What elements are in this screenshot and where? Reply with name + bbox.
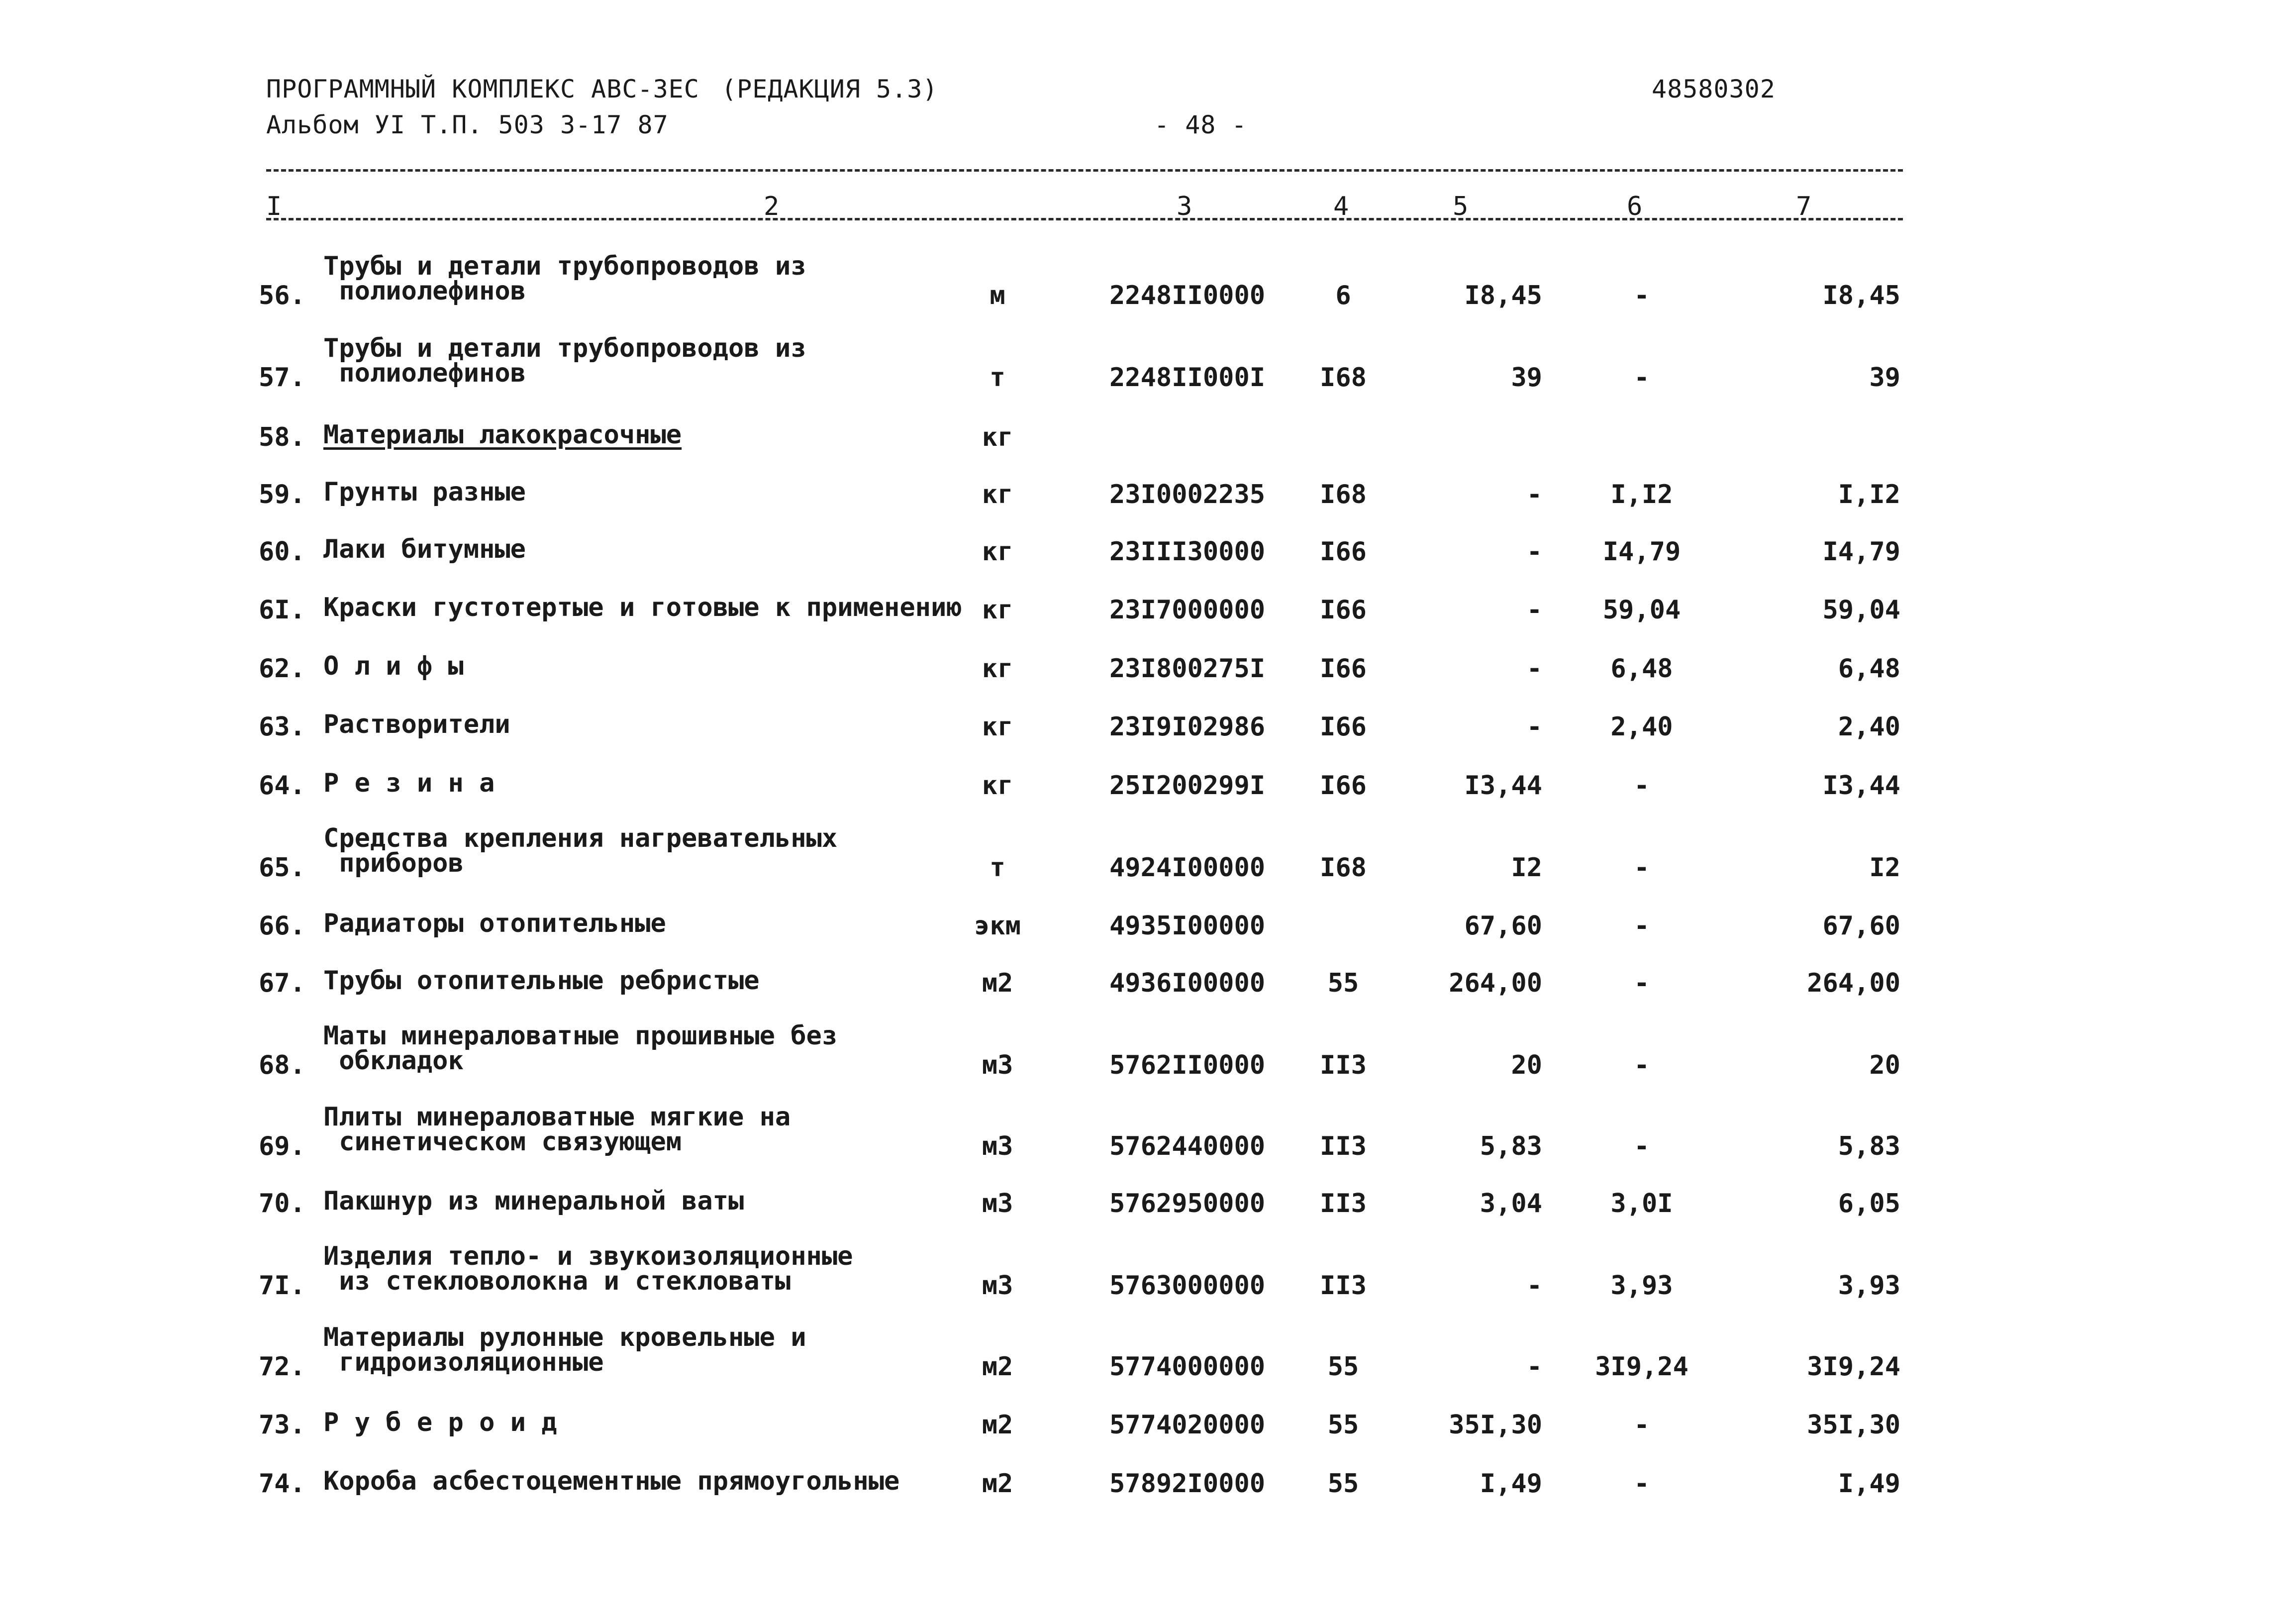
- cell-code: 23I7000000: [1109, 595, 1266, 625]
- cell-c4: I68: [1320, 480, 1367, 509]
- cell-name: Маты минераловатные прошивные без обкладок: [323, 1021, 838, 1076]
- cell-c7: 39: [1869, 363, 1900, 393]
- cell-c7: 264,00: [1807, 968, 1900, 998]
- cell-num: 62.: [259, 654, 305, 684]
- cell-code: 2248II000I: [1109, 363, 1266, 393]
- cell-unit: кг: [982, 422, 1013, 452]
- cell-c5: 67,60: [1464, 911, 1542, 941]
- cell-c4: II3: [1320, 1050, 1367, 1080]
- column-number-5: 5: [1453, 192, 1469, 221]
- cell-c6: 6,48: [1610, 654, 1673, 684]
- cell-num: 72.: [259, 1352, 305, 1382]
- cell-c5: I2: [1511, 853, 1542, 883]
- cell-num: 74.: [259, 1469, 305, 1499]
- cell-c7: 35I,30: [1807, 1410, 1900, 1440]
- table-row: [0, 651, 2284, 718]
- cell-c5: -: [1526, 537, 1542, 567]
- cell-c6: 3,0I: [1610, 1189, 1673, 1218]
- cell-c5: 3,04: [1480, 1189, 1542, 1218]
- cell-unit: экм: [974, 911, 1021, 941]
- header-divider: [266, 218, 1903, 220]
- cell-code: 23I800275I: [1109, 654, 1266, 684]
- cell-c7: I2: [1869, 853, 1900, 883]
- cell-num: 58.: [259, 422, 305, 452]
- cell-c6: 3,93: [1610, 1271, 1673, 1301]
- cell-c7: I,49: [1838, 1469, 1900, 1499]
- cell-code: 4924I00000: [1109, 853, 1266, 883]
- table-row: [0, 595, 2284, 660]
- cell-c7: I8,45: [1822, 281, 1900, 310]
- cell-c7: I,I2: [1838, 480, 1900, 509]
- cell-c6: 3I9,24: [1595, 1352, 1688, 1382]
- cell-name: Плиты минераловатные мягкие на синетическом связующем: [323, 1102, 791, 1157]
- cell-c7: 20: [1869, 1050, 1900, 1080]
- cell-num: 6I.: [259, 595, 305, 625]
- cell-num: 56.: [259, 281, 305, 310]
- cell-name: Краски густотертые и готовые к применению: [323, 593, 962, 622]
- table-row: [0, 534, 2284, 602]
- cell-c7: I3,44: [1822, 771, 1900, 801]
- cell-unit: м3: [982, 1189, 1013, 1218]
- cell-unit: т: [990, 853, 1005, 883]
- cell-c6: 2,40: [1610, 712, 1673, 742]
- column-number-1: I: [266, 192, 282, 221]
- table-row: [0, 1410, 2284, 1475]
- cell-c4: II3: [1320, 1189, 1367, 1218]
- cell-code: 4936I00000: [1109, 968, 1266, 998]
- cell-name: Материалы рулонные кровельные и гидроизоляционные: [323, 1322, 806, 1377]
- cell-c7: 6,05: [1838, 1189, 1900, 1218]
- cell-c4: I66: [1320, 654, 1367, 684]
- cell-c5: I,49: [1480, 1469, 1542, 1499]
- cell-num: 73.: [259, 1410, 305, 1440]
- cell-name: Трубы и детали трубопроводов из полиолефинов: [323, 251, 806, 306]
- cell-c6: -: [1634, 968, 1650, 998]
- cell-c5: -: [1526, 1271, 1542, 1301]
- cell-name: Р е з и н а: [323, 768, 495, 798]
- cell-c4: I66: [1320, 771, 1367, 801]
- cell-unit: кг: [982, 537, 1013, 567]
- cell-name: Пакшнур из минеральной ваты: [323, 1186, 744, 1216]
- cell-unit: кг: [982, 480, 1013, 509]
- cell-c5: I3,44: [1464, 771, 1542, 801]
- cell-code: 5762950000: [1109, 1189, 1266, 1218]
- cell-c4: 55: [1327, 1410, 1359, 1440]
- cell-c4: 55: [1327, 1469, 1359, 1499]
- cell-code: 2248II0000: [1109, 281, 1266, 310]
- cell-name: Средства крепления нагревательных приборов: [323, 823, 838, 878]
- cell-num: 69.: [259, 1131, 305, 1161]
- cell-name: Растворители: [323, 710, 510, 739]
- cell-num: 63.: [259, 712, 305, 742]
- cell-c7: 3I9,24: [1807, 1352, 1900, 1382]
- cell-c6: -: [1634, 771, 1650, 801]
- cell-num: 66.: [259, 911, 305, 941]
- cell-c5: -: [1526, 1352, 1542, 1382]
- cell-c6: I4,79: [1602, 537, 1681, 567]
- cell-unit: м2: [982, 1410, 1013, 1440]
- cell-code: 5774020000: [1109, 1410, 1266, 1440]
- cell-c4: 55: [1327, 968, 1359, 998]
- cell-unit: м3: [982, 1271, 1013, 1301]
- cell-c5: 20: [1511, 1050, 1542, 1080]
- cell-code: 23III30000: [1109, 537, 1266, 567]
- cell-name: Грунты разные: [323, 477, 526, 507]
- cell-c5: -: [1526, 480, 1542, 509]
- cell-name: О л и ф ы: [323, 651, 464, 681]
- cell-c7: 6,48: [1838, 654, 1900, 684]
- cell-c6: I,I2: [1610, 480, 1673, 509]
- cell-c5: I8,45: [1464, 281, 1542, 310]
- program-title: ПРОГРАММНЫЙ КОМПЛЕКС АВС-3ЕС: [266, 75, 699, 103]
- cell-unit: м2: [982, 1469, 1013, 1499]
- cell-num: 7I.: [259, 1271, 305, 1301]
- cell-c6: -: [1634, 1469, 1650, 1499]
- cell-unit: м3: [982, 1131, 1013, 1161]
- cell-c4: I66: [1320, 537, 1367, 567]
- cell-unit: кг: [982, 595, 1013, 625]
- cell-unit: т: [990, 363, 1005, 393]
- table-row: [0, 333, 2284, 427]
- cell-c7: 5,83: [1838, 1131, 1900, 1161]
- cell-name: Трубы и детали трубопроводов из полиолефинов: [323, 333, 806, 388]
- cell-c7: 59,04: [1822, 595, 1900, 625]
- cell-name: Радиаторы отопительные: [323, 909, 666, 938]
- column-number-2: 2: [764, 192, 780, 221]
- cell-unit: м2: [982, 1352, 1013, 1382]
- cell-c5: 39: [1511, 363, 1542, 393]
- cell-c4: II3: [1320, 1271, 1367, 1301]
- cell-c7: 2,40: [1838, 712, 1900, 742]
- cell-c6: -: [1634, 281, 1650, 310]
- cell-code: 25I200299I: [1109, 771, 1266, 801]
- table-row: [0, 1466, 2284, 1533]
- cell-num: 60.: [259, 537, 305, 567]
- cell-c7: I4,79: [1822, 537, 1900, 567]
- cell-c7: 3,93: [1838, 1271, 1900, 1301]
- cell-code: 4935I00000: [1109, 911, 1266, 941]
- cell-c4: 6: [1335, 281, 1351, 310]
- cell-c4: I68: [1320, 853, 1367, 883]
- cell-code: 57892I0000: [1109, 1469, 1266, 1499]
- cell-num: 64.: [259, 771, 305, 801]
- cell-num: 70.: [259, 1189, 305, 1218]
- cell-unit: м: [990, 281, 1005, 310]
- cell-name: Изделия тепло- и звукоизоляционные из стекловолокна и стекловаты: [323, 1241, 853, 1296]
- cell-c4: I66: [1320, 595, 1367, 625]
- cell-c4: 55: [1327, 1352, 1359, 1382]
- cell-c6: -: [1634, 911, 1650, 941]
- cell-code: 5763000000: [1109, 1271, 1266, 1301]
- cell-code: 5774000000: [1109, 1352, 1266, 1382]
- cell-c6: -: [1634, 1410, 1650, 1440]
- table-row: [0, 1322, 2284, 1417]
- cell-c5: 5,83: [1480, 1131, 1542, 1161]
- cell-c6: -: [1634, 1050, 1650, 1080]
- cell-num: 68.: [259, 1050, 305, 1080]
- cell-num: 67.: [259, 968, 305, 998]
- column-number-7: 7: [1796, 192, 1812, 221]
- cell-unit: кг: [982, 712, 1013, 742]
- cell-c5: -: [1526, 654, 1542, 684]
- cell-c6: 59,04: [1602, 595, 1681, 625]
- column-number-6: 6: [1627, 192, 1643, 221]
- cell-code: 5762II0000: [1109, 1050, 1266, 1080]
- cell-code: 5762440000: [1109, 1131, 1266, 1161]
- column-number-3: 3: [1177, 192, 1192, 221]
- cell-c6: -: [1634, 363, 1650, 393]
- cell-c5: 35I,30: [1449, 1410, 1542, 1440]
- column-number-4: 4: [1333, 192, 1349, 221]
- cell-c6: -: [1634, 853, 1650, 883]
- cell-unit: кг: [982, 654, 1013, 684]
- page-number: - 48 -: [1154, 110, 1247, 139]
- cell-c5: 264,00: [1449, 968, 1542, 998]
- cell-c5: -: [1526, 712, 1542, 742]
- cell-name: Материалы лакокрасочные: [323, 420, 682, 450]
- cell-c4: II3: [1320, 1131, 1367, 1161]
- cell-name: Лаки битумные: [323, 534, 526, 564]
- cell-unit: м2: [982, 968, 1013, 998]
- table-row: [0, 712, 2284, 777]
- top-divider: [266, 169, 1903, 172]
- edition-label: (РЕДАКЦИЯ 5.3): [721, 75, 938, 103]
- cell-name: Р у б е р о и д: [323, 1408, 557, 1437]
- cell-name: Трубы отопительные ребристые: [323, 966, 760, 996]
- cell-num: 57.: [259, 363, 305, 393]
- album-reference: Альбом УI Т.П. 503 3-17 87: [266, 110, 669, 139]
- cell-c5: -: [1526, 595, 1542, 625]
- cell-c4: I68: [1320, 363, 1367, 393]
- cell-c6: -: [1634, 1131, 1650, 1161]
- cell-code: 23I0002235: [1109, 480, 1266, 509]
- cell-num: 59.: [259, 480, 305, 509]
- cell-name: Короба асбестоцементные прямоугольные: [323, 1466, 900, 1496]
- cell-unit: кг: [982, 771, 1013, 801]
- cell-num: 65.: [259, 853, 305, 883]
- cell-c4: I66: [1320, 712, 1367, 742]
- cell-code: 23I9I02986: [1109, 712, 1266, 742]
- cell-unit: м3: [982, 1050, 1013, 1080]
- document-number: 48580302: [1652, 75, 1776, 103]
- table-row: [0, 823, 2284, 917]
- cell-c7: 67,60: [1822, 911, 1900, 941]
